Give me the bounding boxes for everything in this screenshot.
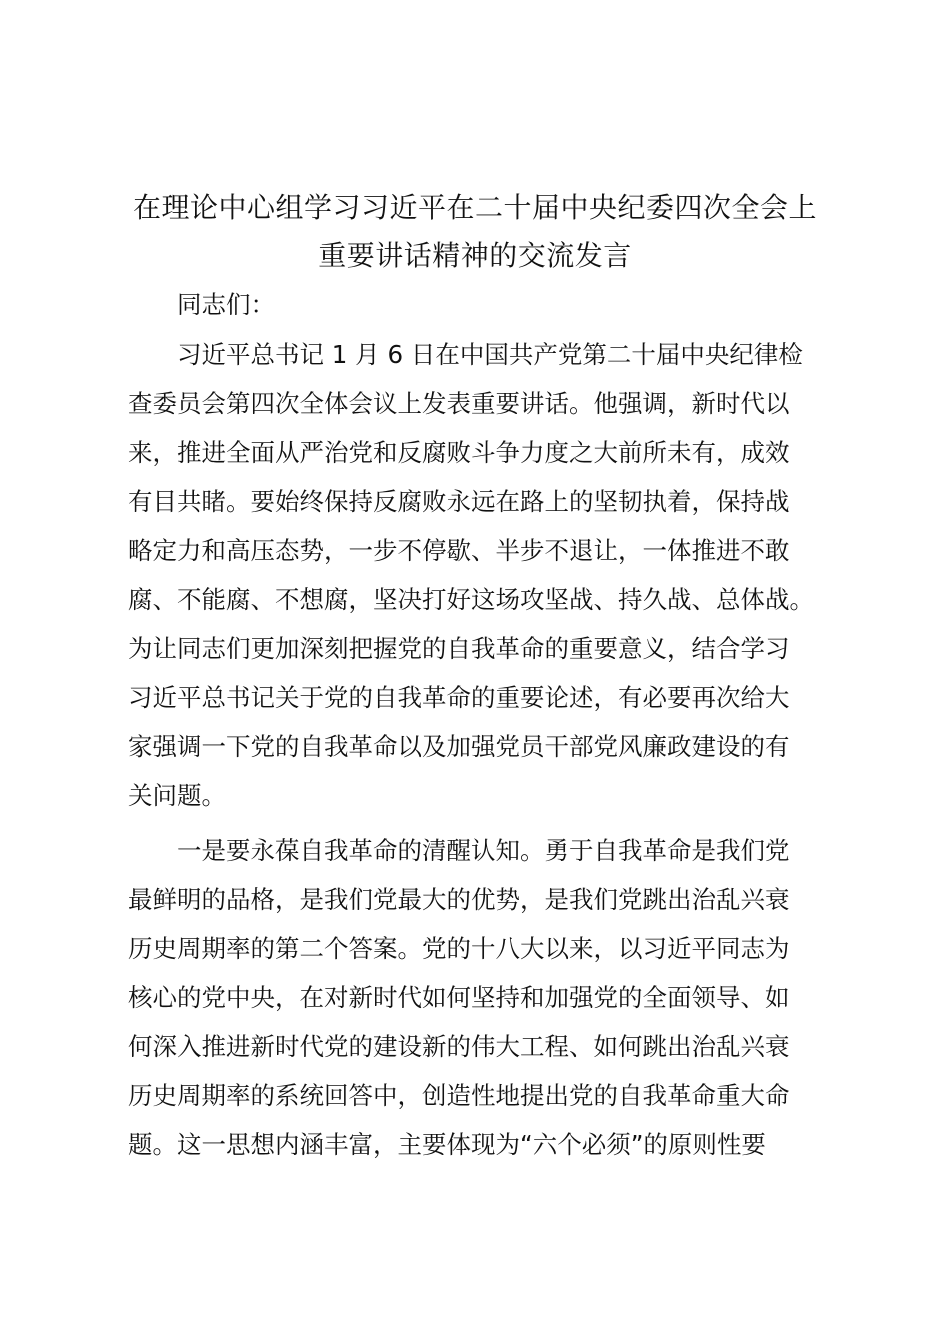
body-line: 腐、不能腐、不想腐，坚决打好这场攻坚战、持久战、总体战。 <box>128 585 814 614</box>
body-line: 历史周期率的第二个答案。党的十八大以来，以习近平同志为 <box>128 934 790 963</box>
body-line: 一是要永葆自我革命的清醒认知。勇于自我革命是我们党 <box>128 836 790 865</box>
document-title-line-1: 在理论中心组学习习近平在二十届中央纪委四次全会上 <box>132 191 817 224</box>
body-line: 习近平总书记关于党的自我革命的重要论述，有必要再次给大 <box>128 683 790 712</box>
body-line: 查委员会第四次全体会议上发表重要讲话。他强调，新时代以 <box>128 389 790 418</box>
body-line: 核心的党中央，在对新时代如何坚持和加强党的全面领导、如 <box>128 983 790 1012</box>
salutation: 同志们： <box>128 290 275 319</box>
body-line: 题。这一思想内涵丰富，主要体现为“六个必须”的原则性要 <box>128 1130 766 1159</box>
body-line: 来，推进全面从严治党和反腐败斗争力度之大前所未有，成效 <box>128 438 790 467</box>
body-line: 最鲜明的品格，是我们党最大的优势，是我们党跳出治乱兴衰 <box>128 885 790 914</box>
body-line: 历史周期率的系统回答中，创造性地提出党的自我革命重大命 <box>128 1081 790 1110</box>
body-line: 何深入推进新时代党的建设新的伟大工程、如何跳出治乱兴衰 <box>128 1032 790 1061</box>
body-line: 有目共睹。要始终保持反腐败永远在路上的坚韧执着，保持战 <box>128 487 790 516</box>
body-line: 为让同志们更加深刻把握党的自我革命的重要意义，结合学习 <box>128 634 790 663</box>
body-line: 家强调一下党的自我革命以及加强党员干部党风廉政建设的有 <box>128 732 790 761</box>
body-line: 习近平总书记 1 月 6 日在中国共产党第二十届中央纪律检 <box>128 340 803 369</box>
document-title-line-2: 重要讲话精神的交流发言 <box>318 239 632 272</box>
body-line: 关问题。 <box>128 781 226 810</box>
body-line: 略定力和高压态势，一步不停歇、半步不退让，一体推进不敢 <box>128 536 790 565</box>
